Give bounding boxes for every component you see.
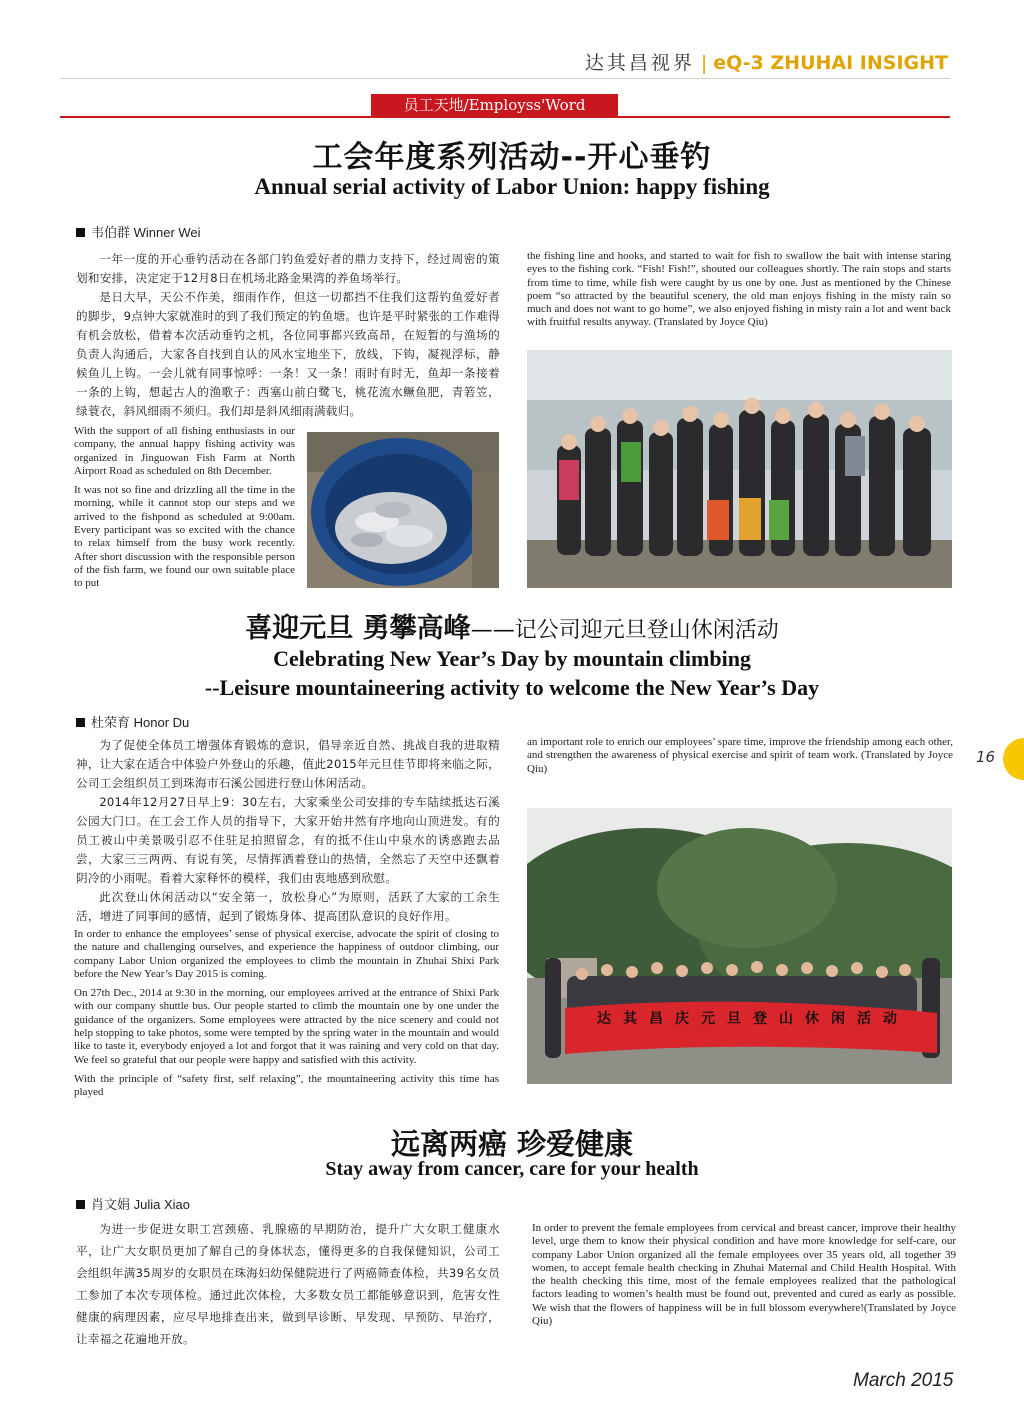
article2-title-en-2: --Leisure mountaineering activity to welcome the New Year’s Day xyxy=(204,675,820,700)
article2-author: 杜荣育 Honor Du xyxy=(91,715,190,730)
article1-en-left xyxy=(74,425,295,597)
page-tab-marker xyxy=(1003,738,1024,780)
section-rule xyxy=(60,116,950,118)
article3-byline xyxy=(76,1194,190,1213)
article1-en-paragraph: With the support of all fishing enthusiasts in our company, the annual happy fishing activity was organized in Jinguowan Fish Farm at North Airport Road as scheduled on 8th December. xyxy=(74,425,295,477)
article1-en-paragraph: It was not so fine and drizzling all the time in the morning, while it cannot stop our steps and we arrived to the fishpond as scheduled at 9:00am. Every participant was so excited with the chance to relax himself from the busy work recently. After short discussion with the responsible person of the fish farm, we found our own suitable place to put xyxy=(74,484,295,590)
article2-title-cn-sub: ——记公司迎元旦登山休闲活动 xyxy=(470,618,779,643)
article2-cn-paragraph: 为了促使全体员工增强体育锻炼的意识，倡导亲近自然、挑战自我的进取精神，让大家在适合中体验户外登山的乐趣，值此2015年元旦佳节即将来临之际，公司工会组织员工到珠海市石溪公园进行登山休闲活动。 xyxy=(76,738,500,790)
masthead-en: eQ-3 ZHUHAI INSIGHT xyxy=(713,52,948,74)
article3-title-en: Stay away from cancer, care for your health xyxy=(325,1158,699,1180)
article2-title-cn-main: 喜迎元旦 勇攀高峰 xyxy=(245,613,471,644)
article2-en-left xyxy=(74,928,499,1106)
article3-en-paragraph: In order to prevent the female employees from cervical and breast cancer, improve their healthy level, urge them to know their physical condition and have more knowledge for self-care, our company Labor Union organized all the female employees over 35 years old, all together 39 women, to accept female health checking in Zhuhai Maternal and Child Health Hospital. With the health checking this time, most of the female employees realized that the pathological factors leading to women’s health must be found out, prevented and cured as early as possible. We wish that the flowers of happiness will be in full blossom everywhere!(Translated by Joyce Qiu) xyxy=(532,1222,956,1328)
fishing-group-photo xyxy=(527,350,952,588)
fish-basket-photo xyxy=(307,432,499,588)
article1-cn-paragraph: 一年一度的开心垂钓活动在各部门钓鱼爱好者的鼎力支持下，经过周密的策划和安排，决定定于12月8日在机场北路金果湾的养鱼场举行。 xyxy=(76,252,500,285)
section-tag: 员工天地/Employss'Word xyxy=(371,94,618,116)
article2-cn-paragraph: 2014年12月27日早上9：30左右，大家乘坐公司安排的专车陆续抵达石溪公园大门口。在工会工作人员的指导下，大家开始井然有序地向山顶进发。有的员工被山中美景吸引忍不住驻足拍照留念，有的抵不住山中泉水的诱惑跑去品尝，大家三三两两、有说有笑，尽情挥洒着登山的热情，全然忘了天空中还飘着阴冷的小雨呢。看着大家释怀的模样，我们由衷地感到欣慰。 xyxy=(76,795,500,885)
article2-en-paragraph: With the principle of “safety first, self relaxing”, the mountaineering activity this time has played xyxy=(74,1072,499,1099)
article2-en-paragraph: In order to enhance the employees’ sense of physical exercise, advocate the spirit of closing to the nature and challenging ourselves, and experience the happiness of outdoor climbing, our company Labor Union organized the employees to climb the mountain in Zhuhai Shixi Park before the New Year’s Day 2015 is coming. xyxy=(74,928,499,980)
masthead xyxy=(585,48,948,75)
article3-cn-body xyxy=(76,1218,500,1350)
mountain-group-photo xyxy=(527,808,952,1084)
article3-author: 肖文娟 Julia Xiao xyxy=(91,1197,190,1212)
article3-en-right xyxy=(532,1222,956,1334)
page-number: 16 xyxy=(976,748,996,766)
article2-cn-paragraph: 此次登山休闲活动以“安全第一，放松身心”为原则，活跃了大家的工余生活，增进了同事间的感情，起到了锻炼身体、提高团队意识的良好作用。 xyxy=(76,890,500,923)
article1-en-paragraph: the fishing line and hooks, and started to wait for fish to swallow the bait with intense staring eyes to the fishing cork. “Fish! Fish!”, shouted our colleagues shortly. The rain stops and starts from time to time, while fish were caught by us one by one. Just as mentioned by the Chinese poem “so attracted by the beautiful scenery, the old man enjoys fishing in the misty rain so much and does not want to go home”, we also enjoyed fishing in misty rain a lot and went back with fruitful results anyway. (Translated by Joyce Qiu) xyxy=(527,250,951,329)
article1-en-right xyxy=(527,250,951,336)
masthead-rule xyxy=(60,78,950,79)
article1-title-en: Annual serial activity of Labor Union: happy fishing xyxy=(254,174,770,199)
article1-author: 韦伯群 Winner Wei xyxy=(91,225,201,240)
byline-square-icon xyxy=(76,718,85,727)
article2-en-paragraph: On 27th Dec., 2014 at 9:30 in the morning, our employees arrived at the entrance of Shixi Park with our company shuttle bus. Our people started to climb the mountain one by one under the guidance of the organizers. Some employees were attracted by the nice scenery and could not help stopping to take photos, some were tempted by the spring water in the mountain and would like to taste it, everybody enjoyed a lot and forgot that it was raining and very cold on that day. We feel so grateful that our people were happy and satisfied with this activity. xyxy=(74,987,499,1066)
byline-square-icon xyxy=(76,1200,85,1209)
footer-date: March 2015 xyxy=(853,1370,954,1391)
article2-cn-body xyxy=(76,736,500,926)
article2-en-paragraph: an important role to enrich our employees’ spare time, improve the friendship among each other, and strengthen the awareness of physical exercise and spirit of team work. (Translated by Joyce Qiu) xyxy=(527,736,953,775)
article2-title-en-1: Celebrating New Year’s Day by mountain climbing xyxy=(273,646,751,671)
banner-text: 达其昌庆元旦登山休闲活动 xyxy=(597,1011,909,1027)
article1-title-cn: 工会年度系列活动--开心垂钓 xyxy=(312,140,712,175)
article1-byline xyxy=(76,222,201,241)
byline-square-icon xyxy=(76,228,85,237)
article2-en-right xyxy=(527,736,953,782)
article2-title-cn xyxy=(0,606,1024,645)
article3-title-cn: 远离两癌 珍爱健康 xyxy=(390,1127,634,1161)
article2-byline xyxy=(76,712,189,731)
article1-cn-body xyxy=(76,250,500,421)
article3-cn-paragraph: 为进一步促进女职工宫颈癌、乳腺癌的早期防治，提升广大女职工健康水平，让广大女职员更加了解自己的身体状态，懂得更多的自我保健知识，公司工会组织年满35周岁的女职员在珠海妇幼保健院进行了两癌筛查体检，共39名女员工参加了本次专项体检。通过此次体检，大多数女员工都能够意识到，危害女性健康的病理因素，应尽早地排查出来，做到早诊断、早发现、早预防、早治疗，让幸福之花遍地开放。 xyxy=(76,1222,500,1346)
masthead-separator: | xyxy=(700,52,708,74)
article1-cn-paragraph: 是日大早，天公不作美，细雨作作，但这一切都挡不住我们这帮钓鱼爱好者的脚步，9点钟大家就准时的到了我们预定的钓鱼塘。也许是平时紧张的工作难得有机会放松，借着本次活动垂钓之机，各位同事都兴致高昂，在短暂的与渔场的负责人沟通后，大家各自找到自认的风水宝地坐下，放线，下钩，凝视浮标，静候鱼儿上钩。一会儿就有同事惊呼：一条！又一条！雨时有时无，鱼却一条接着一条的上钩，想起古人的渔歌子：西塞山前白鹭飞，桃花流水鳜鱼肥，青箬笠，绿蓑衣，斜风细雨不须归。我们却是斜风细雨满载归。 xyxy=(76,290,500,418)
masthead-cn: 达其昌视界 xyxy=(584,52,695,74)
